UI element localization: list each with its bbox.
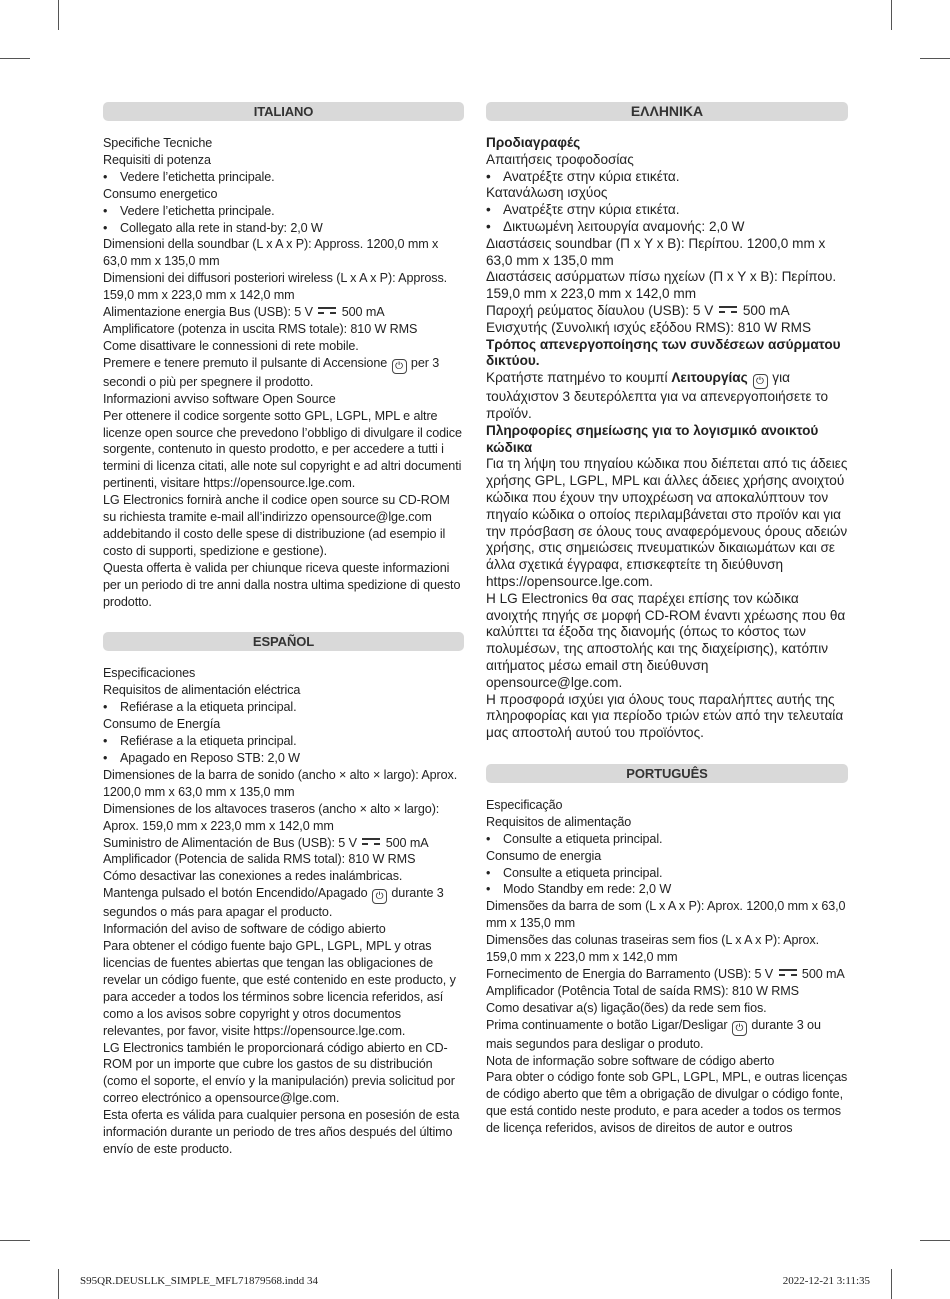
disable-network-heading: Como desativar a(s) ligação(ões) da rede sem fios. bbox=[486, 1000, 767, 1015]
usb-spec-line bbox=[486, 303, 848, 320]
specs-heading: Especificação bbox=[486, 797, 563, 812]
crop-mark bbox=[920, 58, 950, 59]
disable-text-start: Premere e tenere premuto il pulsante di bbox=[103, 355, 324, 370]
bullet-item: • Modo Standby em rede: 2,0 W bbox=[486, 881, 848, 898]
usb-spec-value: 500 mA bbox=[341, 305, 385, 320]
open-source-paragraph: Questa offerta è valida per chiunque riceva queste informazioni per un periodo di tre anni dalla nostra ultima spedizione di questo prodotto. bbox=[103, 560, 461, 609]
section-italiano bbox=[103, 102, 464, 610]
bullet-item: • Vedere l’etichetta principale. bbox=[103, 169, 464, 186]
power-button-label: Accensione bbox=[323, 355, 388, 370]
open-source-paragraph: Para obter o código fonte sob GPL, LGPL, MPL, e outras licenças de código aberto que têm a obrigação de divulgar o código fonte, que está contido neste produto, e para aceder a todos os termos de licença referidos, avisos de direitos de autor e outros bbox=[486, 1070, 848, 1136]
usb-spec-value: 500 mA bbox=[385, 835, 429, 850]
bullet-item: • Refiérase a la etiqueta principal. bbox=[103, 733, 464, 750]
section-espanol bbox=[103, 632, 464, 1157]
spec-line: Dimensões das colunas traseiras sem fios (L x A x P): Aprox. 159,0 mm x 223,0 mm x 142,0 mm bbox=[486, 933, 820, 965]
usb-spec-value: 500 mA bbox=[742, 302, 790, 318]
open-source-paragraph: Para obtener el código fuente bajo GPL, LGPL, MPL y otras licencias de fuentes abiertas que tengan las obligaciones de revelar un código fuente, que esté contenido en este producto, y para acceder a todos los términos sobre licencia referidos, así como a los avisos sobre copyright y otros documentos relevantes, por favor, visite https://opensource.lge.com. bbox=[103, 939, 456, 1038]
dc-current-symbol-icon bbox=[318, 307, 336, 315]
bullet-item: • Vedere l’etichetta principale. bbox=[103, 203, 464, 220]
section-title-portugues: PORTUGUÊS bbox=[486, 764, 848, 783]
specs-heading: Especificaciones bbox=[103, 666, 196, 681]
section-ellinika bbox=[486, 102, 848, 742]
disable-text-start: Mantenga pulsado el botón bbox=[103, 886, 256, 901]
disable-network-text bbox=[103, 885, 464, 921]
disable-text-end: per 3 secondi o più per spegnere il prodotto. bbox=[103, 355, 440, 389]
usb-spec-value: 500 mA bbox=[801, 966, 845, 981]
dc-current-symbol-icon bbox=[362, 838, 380, 846]
specs-heading: Προδιαγραφές bbox=[486, 135, 581, 150]
power-button-label: Ligar/Desligar bbox=[651, 1017, 728, 1032]
right-column bbox=[486, 102, 848, 1137]
left-column bbox=[103, 102, 464, 1158]
footer-file-slug: S95QR.DEUSLLK_SIMPLE_MFL71879568.indd 34 bbox=[80, 1275, 319, 1287]
consumption-heading: Consumo de Energía bbox=[103, 717, 221, 732]
crop-mark bbox=[891, 1269, 892, 1299]
open-source-paragraph: Esta oferta es válida para cualquier persona en posesión de esta información durante un periodo de tres años después del último envío de este producto. bbox=[103, 1108, 460, 1156]
disable-text-end: durante 3 ou mais segundos para desligar o produto. bbox=[486, 1017, 821, 1051]
amplifier-spec-line: Amplificador (Potência Total de saída RMS): 810 W RMS bbox=[486, 983, 799, 998]
open-source-paragraph: Η προσφορά ισχύει για όλους τους παραλήπτες αυτής της πληροφορίας και για περίοδο τριών ετών από την τελευταία μας αποστολή αυτού του προϊόντος. bbox=[486, 691, 844, 741]
open-source-paragraph: Η LG Electronics θα σας παρέχει επίσης τον κώδικα ανοιχτής πηγής σε μορφή CD-ROM έναντι χρέωσης που θα καλύπτει τα έξοδα της διανομής (όπως το κόστος των πολυμέσων, της αποστολής και της διαχείρισης), κατόπιν αιτήματος μέσω email στη διεύθυνση opensource@lge.com. bbox=[486, 590, 846, 690]
open-source-heading: Πληροφορίες σημείωσης για το λογισμικό ανοικτού κώδικα bbox=[486, 422, 819, 455]
power-requirements-heading: Requisitos de alimentação bbox=[486, 814, 632, 829]
spec-line: Dimensioni dei diffusori posteriori wireless (L x A x P): Appross. 159,0 mm x 223,0 mm x 142,0 mm bbox=[103, 271, 448, 303]
usb-spec-label: Fornecimento de Energia do Barramento (USB): 5 V bbox=[486, 966, 774, 981]
disable-network-heading: Come disattivare le connessioni di rete mobile. bbox=[103, 338, 359, 353]
open-source-heading: Nota de informação sobre software de código aberto bbox=[486, 1053, 775, 1068]
bullet-item: • Collegato alla rete in stand-by: 2,0 W bbox=[103, 220, 464, 237]
amplifier-spec-line: Ενισχυτής (Συνολική ισχύς εξόδου RMS): 810 W RMS bbox=[486, 319, 812, 335]
crop-mark bbox=[891, 0, 892, 30]
disable-text-end: durante 3 segundos o más para apagar el producto. bbox=[103, 886, 444, 920]
power-button-icon: ⏻ bbox=[753, 374, 768, 389]
bullet-item: • Refiérase a la etiqueta principal. bbox=[103, 699, 464, 716]
bullet-item: • Ανατρέξτε στην κύρια ετικέτα. bbox=[486, 169, 848, 186]
disable-network-text bbox=[486, 370, 848, 423]
usb-spec-line bbox=[103, 304, 464, 321]
crop-mark bbox=[58, 1269, 59, 1299]
spec-line: Dimensiones de los altavoces traseros (ancho × alto × largo): Aprox. 159,0 mm x 223,0 mm x 142,0 mm bbox=[103, 801, 440, 833]
bullet-item: • Apagado en Reposo STB: 2,0 W bbox=[103, 750, 464, 767]
power-requirements-heading: Απαιτήσεις τροφοδοσίας bbox=[486, 151, 634, 167]
spec-line: Dimensões da barra de som (L x A x P): Aprox. 1200,0 mm x 63,0 mm x 135,0 mm bbox=[486, 899, 846, 931]
spec-line: Dimensiones de la barra de sonido (ancho × alto × largo): Aprox. 1200,0 mm x 63,0 mm x 135,0 mm bbox=[103, 767, 458, 799]
consumption-heading: Consumo de energia bbox=[486, 848, 602, 863]
spec-line: Διαστάσεις ασύρματων πίσω ηχείων (Π x Y x B): Περίπου. 159,0 mm x 223,0 mm x 142,0 mm bbox=[486, 269, 837, 302]
usb-spec-label: Alimentazione energia Bus (USB): 5 V bbox=[103, 305, 313, 320]
bullet-item: • Ανατρέξτε στην κύρια ετικέτα. bbox=[486, 202, 848, 219]
disable-text-end: για τουλάχιστον 3 δευτερόλεπτα για να απενεργοποιήσετε το προϊόν. bbox=[486, 370, 829, 421]
power-button-icon: ⏻ bbox=[372, 889, 387, 904]
section-title-ellinika: ΕΛΛΗΝΙΚΑ bbox=[486, 102, 848, 121]
power-button-icon: ⏻ bbox=[392, 359, 407, 374]
bullet-item: • Consulte a etiqueta principal. bbox=[486, 865, 848, 882]
power-requirements-heading: Requisiti di potenza bbox=[103, 152, 211, 167]
dc-current-symbol-icon bbox=[719, 306, 737, 314]
open-source-paragraph: LG Electronics fornirà anche il codice open source su CD-ROM su richiesta tramite e-mail all’indirizzo opensource@lge.com addebitando il costo delle spese di distribuzione (ad esempio il costo di supporti, spedizione e gestione). bbox=[103, 493, 450, 558]
bullet-item: • Δικτυωμένη λειτουργία αναμονής: 2,0 W bbox=[486, 219, 848, 236]
disable-network-text bbox=[486, 1017, 848, 1053]
open-source-heading: Informazioni avviso software Open Source bbox=[103, 391, 336, 406]
power-button-label: Encendido/Apagado bbox=[255, 886, 368, 901]
section-portugues bbox=[486, 764, 848, 1137]
crop-mark bbox=[920, 1240, 950, 1241]
section-title-italiano: ITALIANO bbox=[103, 102, 464, 121]
power-button-label: Λειτουργίας bbox=[671, 370, 748, 386]
power-button-icon: ⏻ bbox=[732, 1021, 747, 1036]
dc-current-symbol-icon bbox=[779, 969, 797, 977]
consumption-heading: Consumo energetico bbox=[103, 186, 218, 201]
open-source-paragraph: Για τη λήψη του πηγαίου κώδικα που διέπεται από τις άδειες χρήσης GPL, LGPL, MPL και άλλες άδειες χρήσης ανοιχτού κώδικα που έχουν την υποχρέωση να αποκαλύπτουν τον πηγαίο κώδικα ο οποίος περιλαμβάνεται στο προϊόν και για την πρόσβαση σε όλους τους αναφερόμενους όρους αδειών χρήσης, στις σημειώσεις πνευματικών δικαιωμάτων και σε άλλα σχετικά έγγραφα, επισκεφτείτε τη διεύθυνση https://opensource.lge.com. bbox=[486, 456, 848, 589]
spec-line: Dimensioni della soundbar (L x A x P): Appross. 1200,0 mm x 63,0 mm x 135,0 mm bbox=[103, 237, 439, 269]
section-title-espanol: ESPAÑOL bbox=[103, 632, 464, 651]
open-source-paragraph: Per ottenere il codice sorgente sotto GPL, LGPL, MPL e altre licenze open source che prevedono l’obbligo di divulgare il codice sorgente, contenuto in questo prodotto, e per accedere a tutti i termini di licenza citati, alle note sul copyright e ad altri documenti pertinenti, visitare https://opensource.lge.com. bbox=[103, 408, 462, 491]
usb-spec-label: Παροχή ρεύματος δίαυλου (USB): 5 V bbox=[486, 302, 714, 318]
specs-heading: Specifiche Tecniche bbox=[103, 136, 213, 150]
bullet-item: • Consulte a etiqueta principal. bbox=[486, 831, 848, 848]
crop-mark bbox=[0, 58, 30, 59]
disable-text-start: Prima continuamente o botão bbox=[486, 1017, 652, 1032]
disable-network-heading: Τρόπος απενεργοποίησης των συνδέσεων ασύρματου δικτύου. bbox=[486, 336, 841, 369]
section-spacer bbox=[103, 610, 464, 632]
section-spacer bbox=[486, 742, 848, 764]
amplifier-spec-line: Amplificador (Potencia de salida RMS total): 810 W RMS bbox=[103, 852, 416, 867]
footer-date-slug: 2022-12-21 3:11:35 bbox=[782, 1275, 870, 1287]
disable-network-heading: Cómo desactivar las conexiones a redes inalámbricas. bbox=[103, 869, 403, 884]
open-source-paragraph: LG Electronics también le proporcionará código abierto en CD-ROM por un importe que cubre los gastos de su distribución (como el soporte, el envío y la manipulación) previa solicitud por correo electrónico a opensource@lge.com. bbox=[103, 1040, 455, 1106]
spec-line: Διαστάσεις soundbar (Π x Y x B): Περίπου. 1200,0 mm x 63,0 mm x 135,0 mm bbox=[486, 235, 826, 268]
usb-spec-line bbox=[103, 835, 464, 852]
consumption-heading: Κατανάλωση ισχύος bbox=[486, 185, 608, 201]
usb-spec-label: Suministro de Alimentación de Bus (USB): 5 V bbox=[103, 835, 357, 850]
crop-mark bbox=[58, 0, 59, 30]
disable-network-text bbox=[103, 355, 464, 391]
power-requirements-heading: Requisitos de alimentación eléctrica bbox=[103, 683, 301, 698]
amplifier-spec-line: Amplificatore (potenza in uscita RMS totale): 810 W RMS bbox=[103, 321, 418, 336]
usb-spec-line bbox=[486, 966, 848, 983]
crop-mark bbox=[0, 1240, 30, 1241]
disable-text-start: Κρατήστε πατημένο το κουμπί bbox=[486, 370, 672, 386]
open-source-heading: Información del aviso de software de código abierto bbox=[103, 922, 386, 937]
